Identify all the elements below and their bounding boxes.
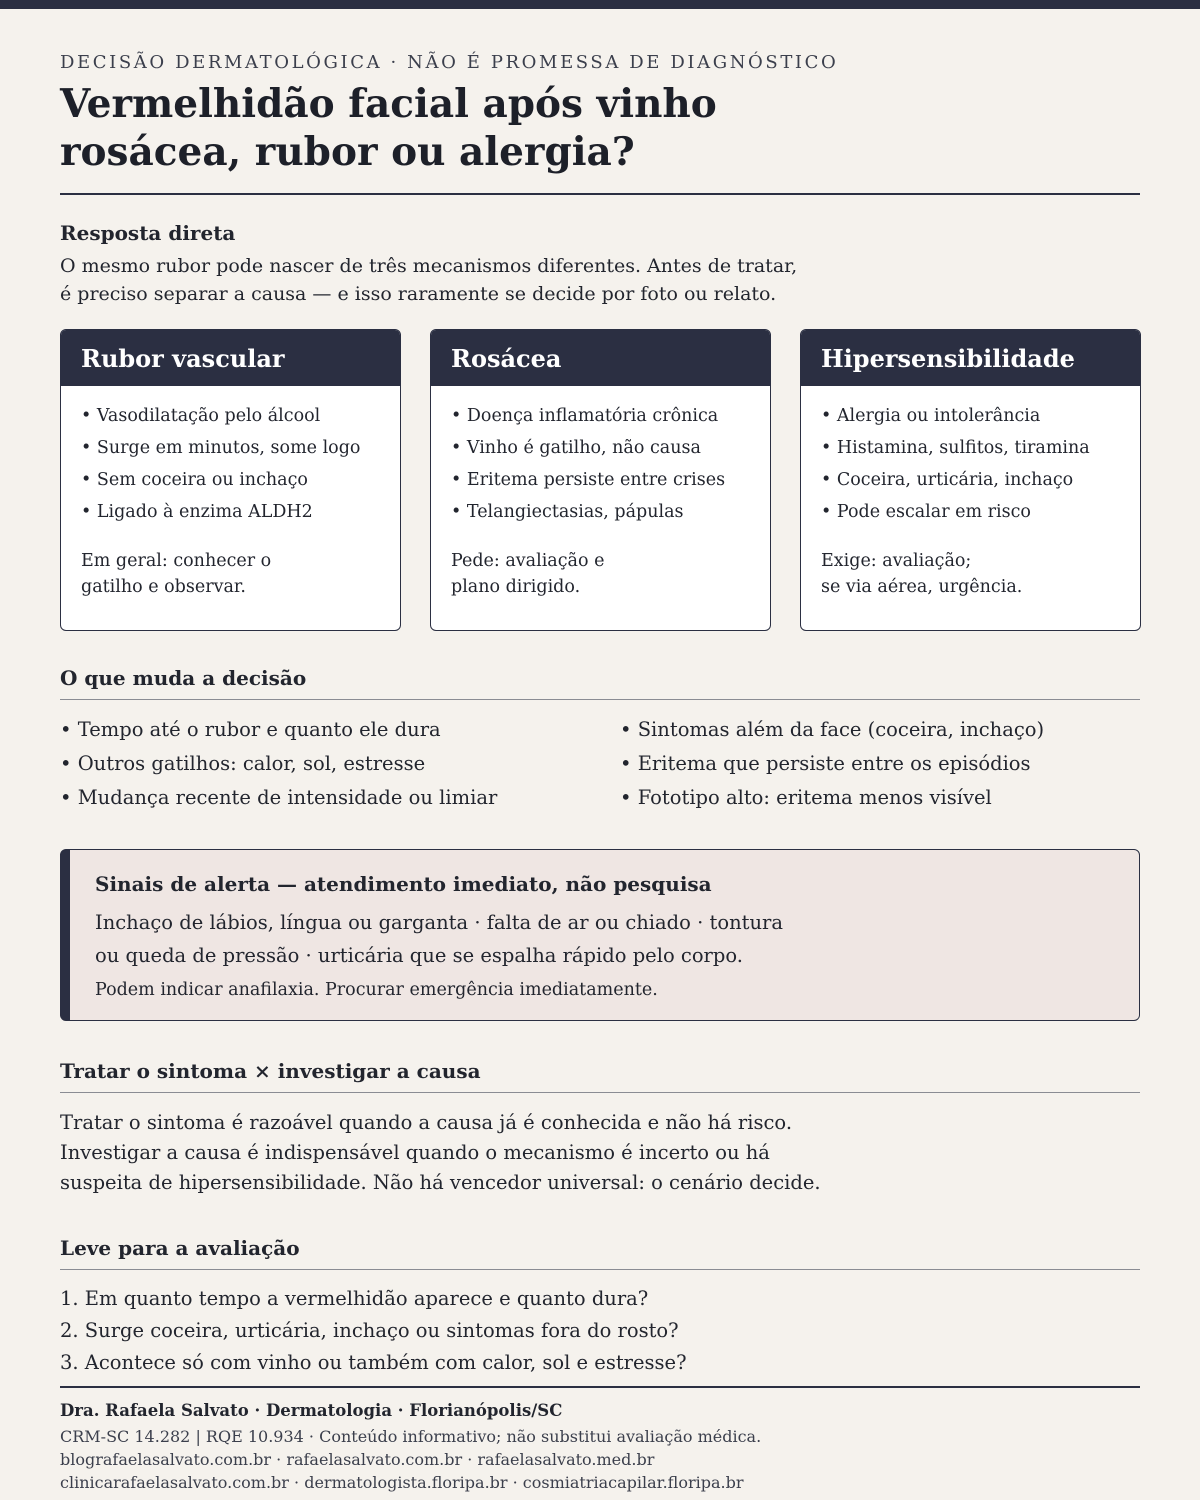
list-item: 1. Em quanto tempo a vermelhidão aparece e quanto dura? (60, 1287, 649, 1310)
note-line: plano dirigido. (451, 577, 581, 597)
direct-answer-heading: Resposta direta (60, 221, 236, 245)
section-divider (60, 1269, 1140, 1270)
card-rubor-vascular (60, 329, 401, 631)
list-item: • Eritema que persiste entre os episódios (620, 752, 1031, 775)
top-accent-bar (0, 0, 1200, 9)
card-note (61, 528, 400, 600)
list-item: • Coceira, urticária, inchaço (821, 470, 1074, 490)
list-item: • Sintomas além da face (coceira, inchaço) (620, 718, 1045, 741)
alert-box (60, 849, 1140, 1021)
list-item: • Surge em minutos, some logo (81, 438, 361, 458)
section-divider (60, 1092, 1140, 1093)
list-item: • Fototipo alto: eritema menos visível (620, 786, 992, 809)
list-item: • Alergia ou intolerância (821, 406, 1041, 426)
list-item: • Vasodilatação pelo álcool (81, 406, 321, 426)
footer-line: clinicarafaelasalvato.com.br · dermatologista.floripa.br · cosmiatriacapilar.floripa.br (60, 1473, 744, 1492)
list-item: • Eritema persiste entre crises (451, 470, 726, 490)
list-item: • Histamina, sulfitos, tiramina (821, 438, 1090, 458)
footer (60, 1400, 761, 1494)
card-note (801, 528, 1140, 600)
author-name: Dra. Rafaela Salvato · Dermatologia · Florianópolis/SC (60, 1401, 563, 1420)
note-line: Exige: avaliação; (821, 551, 972, 571)
list-item: 3. Acontece só com vinho ou também com calor, sol e estresse? (60, 1351, 687, 1374)
alert-body (95, 906, 783, 972)
text-line: O mesmo rubor pode nascer de três mecanismos diferentes. Antes de tratar, (60, 255, 798, 277)
card-note (431, 528, 770, 600)
alert-title: Sinais de alerta — atendimento imediato, não pesquisa (95, 872, 712, 896)
treat-text (60, 1108, 821, 1198)
questions-list (60, 1283, 687, 1379)
factors-right (620, 713, 1044, 815)
treat-heading: Tratar o sintoma × investigar a causa (60, 1059, 481, 1083)
section-divider (60, 699, 1140, 700)
text-line: ou queda de pressão · urticária que se espalha rápido pelo corpo. (95, 944, 743, 967)
list-item: 2. Surge coceira, urticária, inchaço ou sintomas fora do rosto? (60, 1319, 679, 1342)
decision-heading: O que muda a decisão (60, 666, 307, 690)
factors-left (60, 713, 497, 815)
list-item: • Ligado à enzima ALDH2 (81, 502, 313, 522)
text-line: Investigar a causa é indispensável quando o mecanismo é incerto ou há (60, 1141, 770, 1164)
card-hipersensibilidade (800, 329, 1141, 631)
card-title: Hipersensibilidade (801, 330, 1140, 386)
alert-footnote: Podem indicar anafilaxia. Procurar emergência imediatamente. (95, 980, 658, 1000)
card-title: Rosácea (431, 330, 770, 386)
card-bullets (801, 386, 1140, 528)
note-line: se via aérea, urgência. (821, 577, 1023, 597)
list-item: • Telangiectasias, pápulas (451, 502, 684, 522)
kicker: DECISÃO DERMATOLÓGICA · NÃO É PROMESSA DE DIAGNÓSTICO (60, 52, 839, 73)
text-line: é preciso separar a causa — e isso raramente se decide por foto ou relato. (60, 283, 777, 305)
note-line: Em geral: conhecer o (81, 551, 272, 571)
title-divider (60, 193, 1140, 195)
take-heading: Leve para a avaliação (60, 1236, 300, 1260)
list-item: • Outros gatilhos: calor, sol, estresse (60, 752, 426, 775)
card-bullets (61, 386, 400, 528)
text-line: suspeita de hipersensibilidade. Não há vencedor universal: o cenário decide. (60, 1171, 821, 1194)
card-title: Rubor vascular (61, 330, 400, 386)
title-line: rosácea, rubor ou alergia? (60, 129, 635, 175)
list-item: • Sem coceira ou inchaço (81, 470, 308, 490)
footer-line: CRM-SC 14.282 | RQE 10.934 · Conteúdo informativo; não substitui avaliação médica. (60, 1427, 762, 1446)
list-item: • Doença inflamatória crônica (451, 406, 719, 426)
list-item: • Tempo até o rubor e quanto ele dura (60, 718, 441, 741)
footer-divider (60, 1386, 1140, 1388)
note-line: gatilho e observar. (81, 577, 246, 597)
text-line: Tratar o sintoma é razoável quando a causa já é conhecida e não há risco. (60, 1111, 793, 1134)
page-title (60, 80, 717, 176)
title-line: Vermelhidão facial após vinho (60, 81, 717, 127)
list-item: • Pode escalar em risco (821, 502, 1031, 522)
list-item: • Vinho é gatilho, não causa (451, 438, 701, 458)
direct-answer-text (60, 252, 797, 308)
note-line: Pede: avaliação e (451, 551, 605, 571)
text-line: Inchaço de lábios, língua ou garganta · falta de ar ou chiado · tontura (95, 911, 783, 934)
card-bullets (431, 386, 770, 528)
footer-line: blografaelasalvato.com.br · rafaelasalvato.com.br · rafaelasalvato.med.br (60, 1450, 655, 1469)
list-item: • Mudança recente de intensidade ou limiar (60, 786, 498, 809)
card-rosacea (430, 329, 771, 631)
